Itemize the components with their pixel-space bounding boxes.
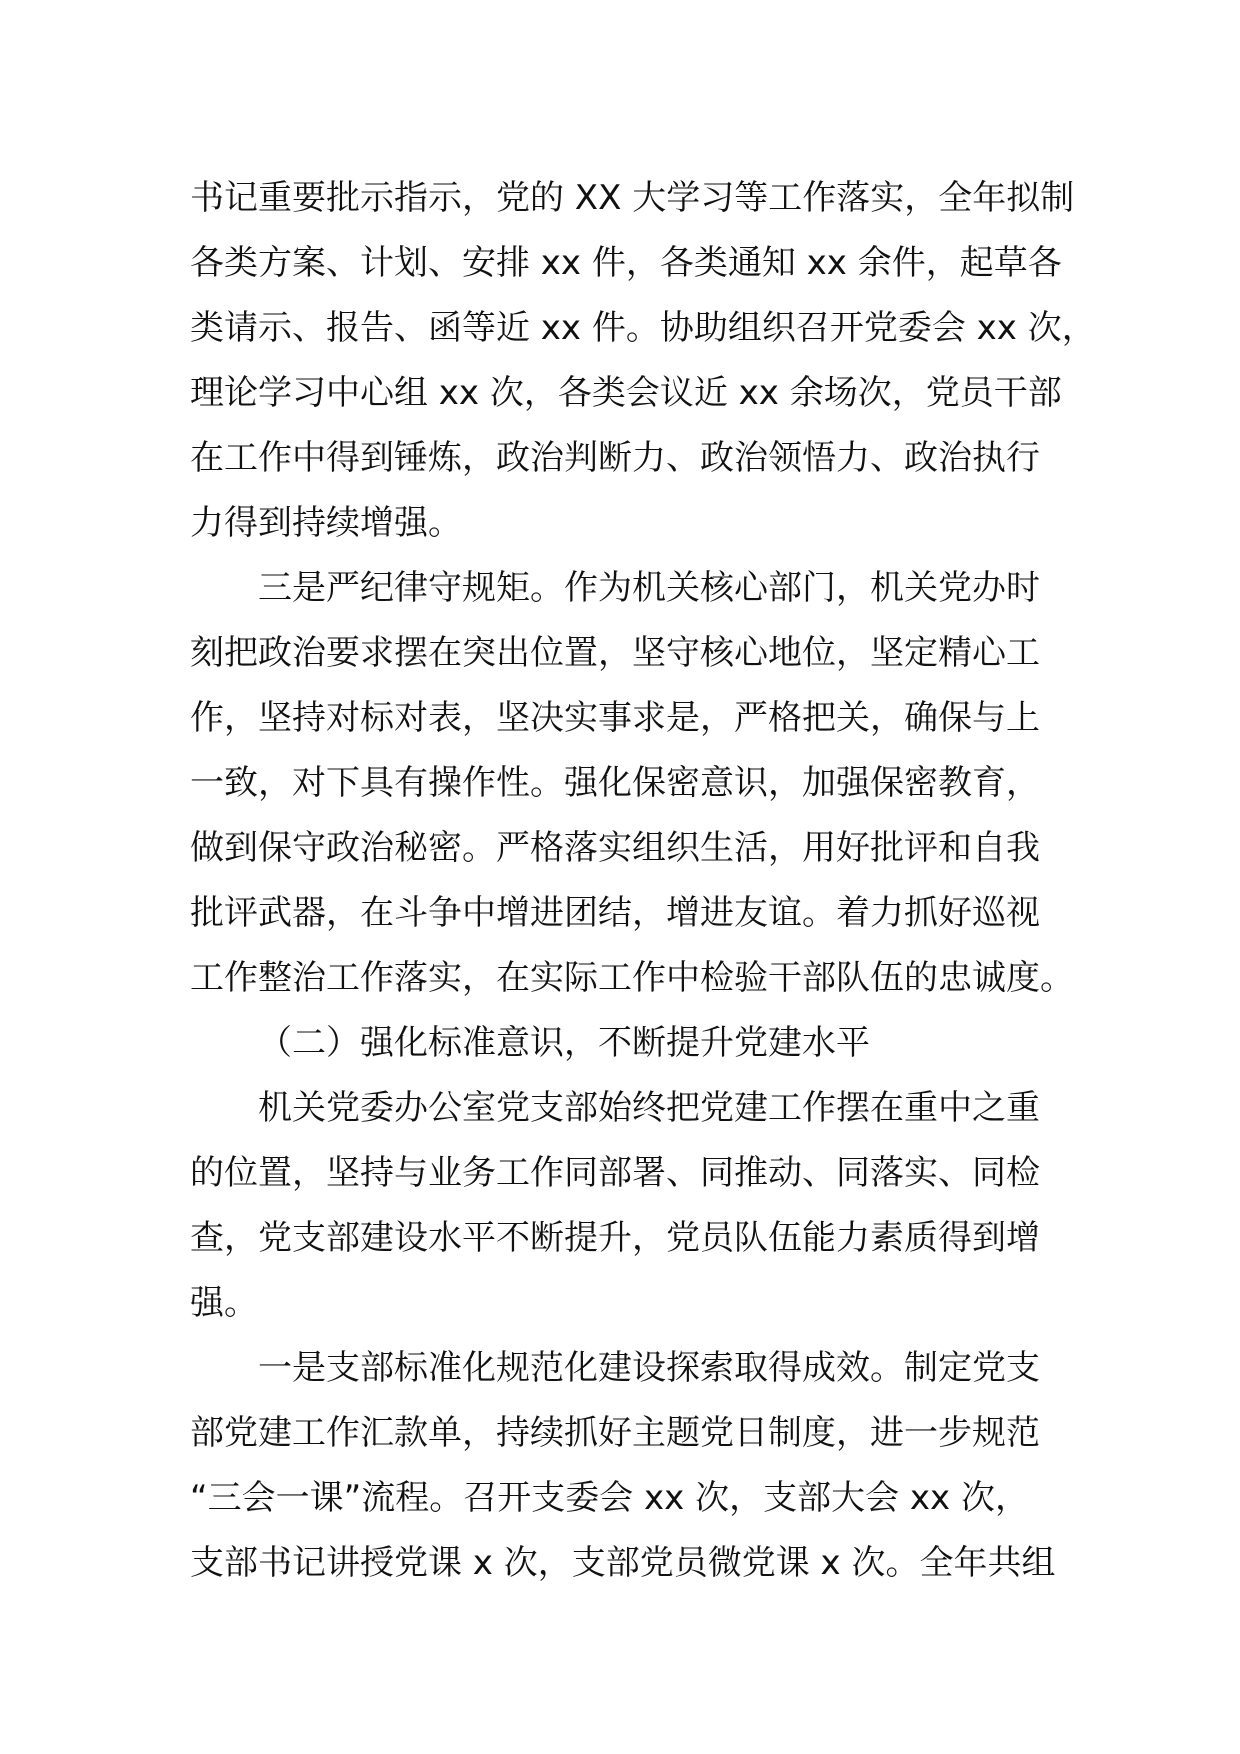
document-body	[190, 166, 1096, 1596]
text-line: 的位置，坚持与业务工作同部署、同推动、同落实、同检	[190, 1153, 1040, 1193]
text-line: 批评武器，在斗争中增进团结，增进友谊。着力抓好巡视	[190, 893, 1040, 933]
text-line: 书记重要批示指示，党的 XX 大学习等工作落实，全年拟制	[190, 178, 1075, 218]
text-line: 一致，对下具有操作性。强化保密意识，加强保密教育，	[190, 763, 1040, 803]
text-line: 力得到持续增强。	[190, 503, 462, 543]
text-line: 查，党支部建设水平不断提升，党员队伍能力素质得到增	[190, 1218, 1040, 1258]
paragraph-start-line: 三是严纪律守规矩。作为机关核心部门，机关党办时	[258, 568, 1040, 608]
text-line: 类请示、报告、函等近 xx 件。协助组织召开党委会 xx 次，	[190, 308, 1096, 348]
paragraph-start-line: 机关党委办公室党支部始终把党建工作摆在重中之重	[258, 1088, 1040, 1128]
section-heading: （二）强化标准意识，不断提升党建水平	[258, 1023, 870, 1063]
text-line: “三会一课”流程。召开支委会 xx 次，支部大会 xx 次，	[190, 1478, 1029, 1518]
text-line: 强。	[190, 1283, 258, 1323]
text-line: 支部书记讲授党课 x 次，支部党员微党课 x 次。全年共组	[190, 1543, 1056, 1583]
text-line: 在工作中得到锤炼，政治判断力、政治领悟力、政治执行	[190, 438, 1040, 478]
text-line: 做到保守政治秘密。严格落实组织生活，用好批评和自我	[190, 828, 1040, 868]
text-line: 理论学习中心组 xx 次，各类会议近 xx 余场次，党员干部	[190, 373, 1062, 413]
paragraph-start-line: 一是支部标准化规范化建设探索取得成效。制定党支	[258, 1348, 1040, 1388]
text-line: 各类方案、计划、安排 xx 件，各类通知 xx 余件，起草各	[190, 243, 1062, 283]
text-line: 部党建工作汇款单，持续抓好主题党日制度，进一步规范	[190, 1413, 1040, 1453]
text-line: 刻把政治要求摆在突出位置，坚守核心地位，坚定精心工	[190, 633, 1040, 673]
text-line: 工作整治工作落实，在实际工作中检验干部队伍的忠诚度。	[190, 958, 1074, 998]
text-line: 作，坚持对标对表，坚决实事求是，严格把关，确保与上	[190, 698, 1040, 738]
